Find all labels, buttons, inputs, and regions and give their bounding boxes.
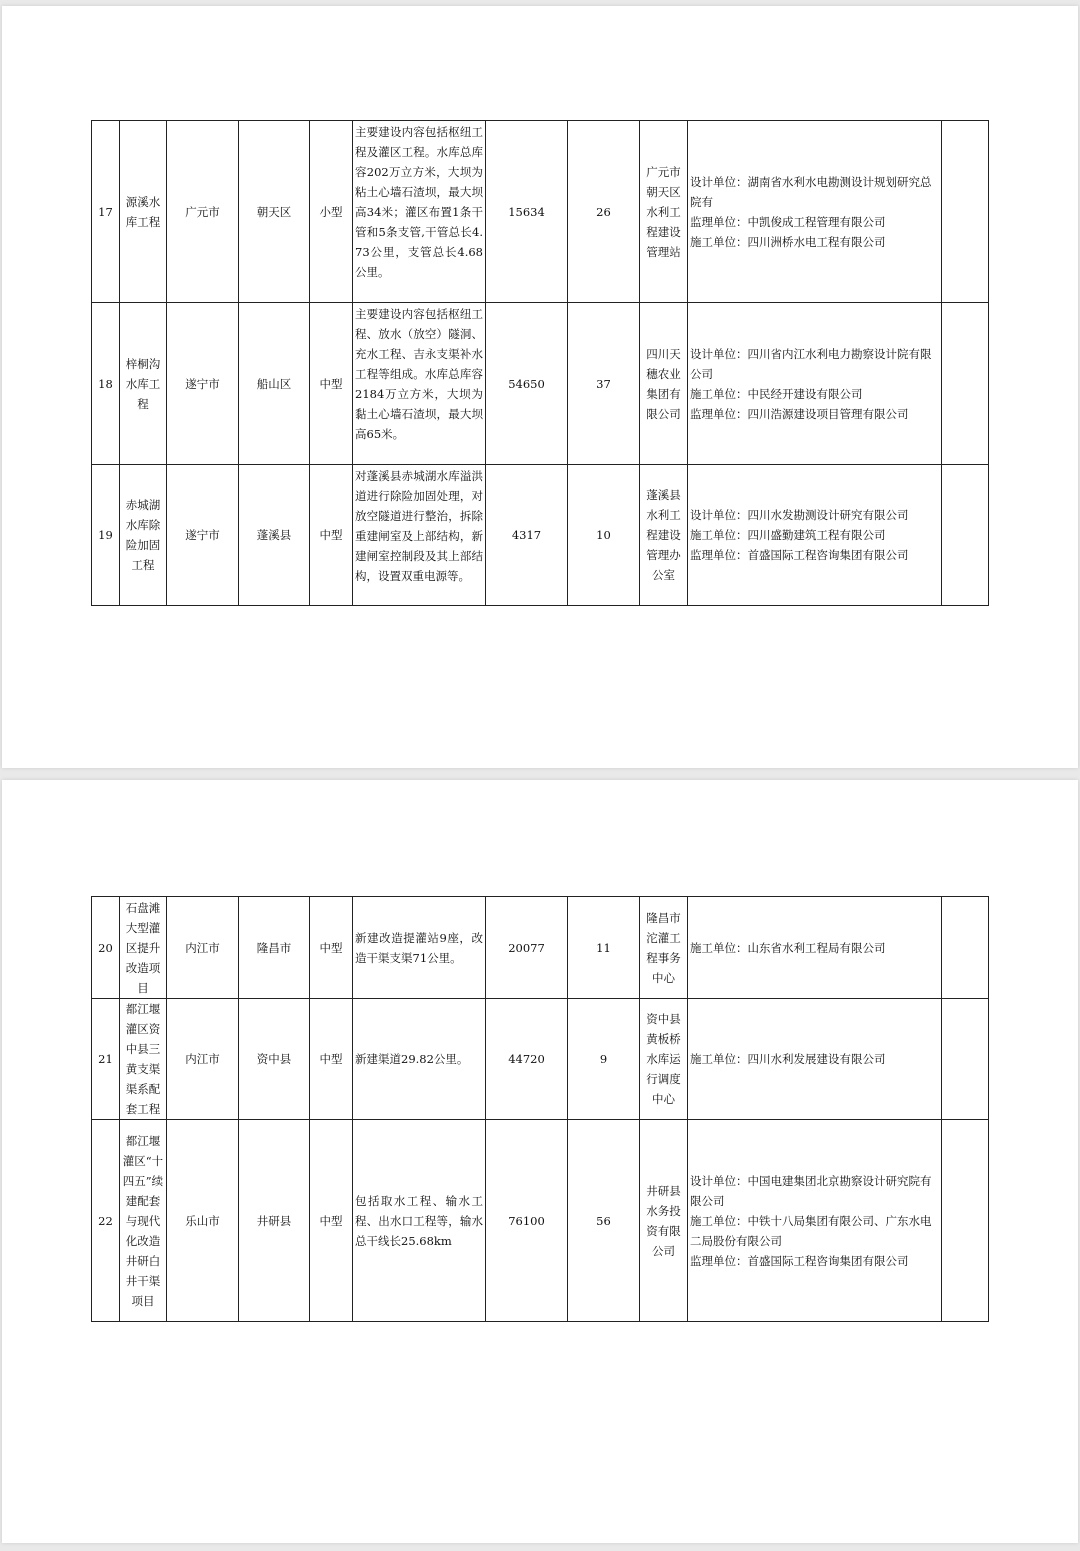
project-table [91,896,989,1322]
investment: 54650 [486,303,568,465]
scale: 中型 [310,465,353,606]
project-table [91,120,989,606]
city: 内江市 [167,999,239,1120]
scale: 中型 [310,897,353,999]
document-page-2 [2,780,1078,1543]
duration-months: 11 [568,897,640,999]
participating-units [688,121,942,303]
county: 船山区 [239,303,310,465]
participating-units [688,1120,942,1322]
investment: 4317 [486,465,568,606]
project-owner: 资中县黄板桥水库运行调度中心 [640,999,688,1120]
project-name: 都江堰灌区“十四五”续建配套与现代化改造井研白井干渠项目 [120,1120,167,1322]
row-number: 18 [92,303,120,465]
unit-line: 施工单位：山东省水利工程局有限公司 [690,940,886,955]
construction-content: 新建渠道29.82公里。 [353,999,486,1120]
table-row [92,465,989,606]
unit-line: 施工单位：中民经开建设有限公司 [690,386,863,401]
city: 内江市 [167,897,239,999]
participating-units [688,897,942,999]
unit-line: 施工单位：中铁十八局集团有限公司、广东水电二局股份有限公司 [690,1213,932,1248]
city: 乐山市 [167,1120,239,1322]
document-page-1 [2,6,1078,768]
remarks [942,1120,989,1322]
remarks [942,121,989,303]
county: 蓬溪县 [239,465,310,606]
unit-line: 施工单位：四川水利发展建设有限公司 [690,1052,886,1066]
unit-line: 设计单位：四川省内江水利电力勘察设计院有限公司 [690,346,932,381]
project-owner: 蓬溪县水利工程建设管理办公室 [640,465,688,606]
investment: 15634 [486,121,568,303]
county: 资中县 [239,999,310,1120]
construction-content: 对蓬溪县赤城湖水库溢洪道进行除险加固处理，对放空隧道进行整治，拆除重建闸室及上部结构，新建闸室控制段及其上部结构，设置双重电源等。 [353,465,486,606]
city: 遂宁市 [167,303,239,465]
project-name: 石盘滩大型灌区提升改造项目 [120,897,167,999]
county: 朝天区 [239,121,310,303]
table-row [92,121,989,303]
table-row [92,897,989,999]
table-row [92,303,989,465]
unit-line: 监理单位：中凯俊成工程管理有限公司 [690,214,886,229]
scale: 中型 [310,1120,353,1322]
remarks [942,465,989,606]
duration-months: 10 [568,465,640,606]
construction-content: 新建改造提灌站9座，改造干渠支渠71公里。 [353,897,486,999]
city: 遂宁市 [167,465,239,606]
remarks [942,303,989,465]
project-owner: 四川天穗农业集团有限公司 [640,303,688,465]
county: 隆昌市 [239,897,310,999]
row-number: 19 [92,465,120,606]
duration-months: 37 [568,303,640,465]
unit-line: 监理单位：首盛国际工程咨询集团有限公司 [690,1253,909,1268]
table-row [92,1120,989,1322]
unit-line: 监理单位：四川浩源建设项目管理有限公司 [690,406,909,421]
project-owner: 井研县水务投资有限公司 [640,1120,688,1322]
row-number: 17 [92,121,120,303]
row-number: 21 [92,999,120,1120]
scale: 小型 [310,121,353,303]
table-row [92,999,989,1120]
project-name: 源溪水库工程 [120,121,167,303]
row-number: 20 [92,897,120,999]
investment: 20077 [486,897,568,999]
project-owner: 隆昌市沱灌工程事务中心 [640,897,688,999]
investment: 44720 [486,999,568,1120]
duration-months: 9 [568,999,640,1120]
unit-line: 施工单位：四川盛勤建筑工程有限公司 [690,528,886,542]
participating-units [688,465,942,606]
construction-content: 主要建设内容包括枢纽工程及灌区工程。水库总库容202万立方米，大坝为粘土心墙石渣坝，最大坝高34米；灌区布置1条干管和5条支管,干管总长4.73公里，支管总长4.68公里。 [353,121,486,303]
row-number: 22 [92,1120,120,1322]
unit-line: 监理单位：首盛国际工程咨询集团有限公司 [690,548,909,562]
unit-line: 设计单位：湖南省水利水电勘测设计规划研究总院有 [690,174,932,209]
construction-content: 包括取水工程、输水工程、出水口工程等，输水总干线长25.68km [353,1120,486,1322]
project-owner: 广元市朝天区水利工程建设管理站 [640,121,688,303]
remarks [942,897,989,999]
city: 广元市 [167,121,239,303]
project-name: 梓桐沟水库工程 [120,303,167,465]
investment: 76100 [486,1120,568,1322]
construction-content: 主要建设内容包括枢纽工程、放水（放空）隧洞、充水工程、吉永支渠补水工程等组成。水库总库容2184万立方米，大坝为黏土心墙石渣坝，最大坝高65米。 [353,303,486,465]
project-name: 都江堰灌区资中县三黄支渠渠系配套工程 [120,999,167,1120]
participating-units [688,999,942,1120]
participating-units [688,303,942,465]
duration-months: 26 [568,121,640,303]
project-name: 赤城湖水库除险加固工程 [120,465,167,606]
unit-line: 设计单位：四川水发勘测设计研究有限公司 [690,508,909,522]
duration-months: 56 [568,1120,640,1322]
county: 井研县 [239,1120,310,1322]
scale: 中型 [310,999,353,1120]
unit-line: 施工单位：四川洲桥水电工程有限公司 [690,234,886,249]
remarks [942,999,989,1120]
scale: 中型 [310,303,353,465]
unit-line: 设计单位：中国电建集团北京勘察设计研究院有限公司 [690,1173,932,1208]
